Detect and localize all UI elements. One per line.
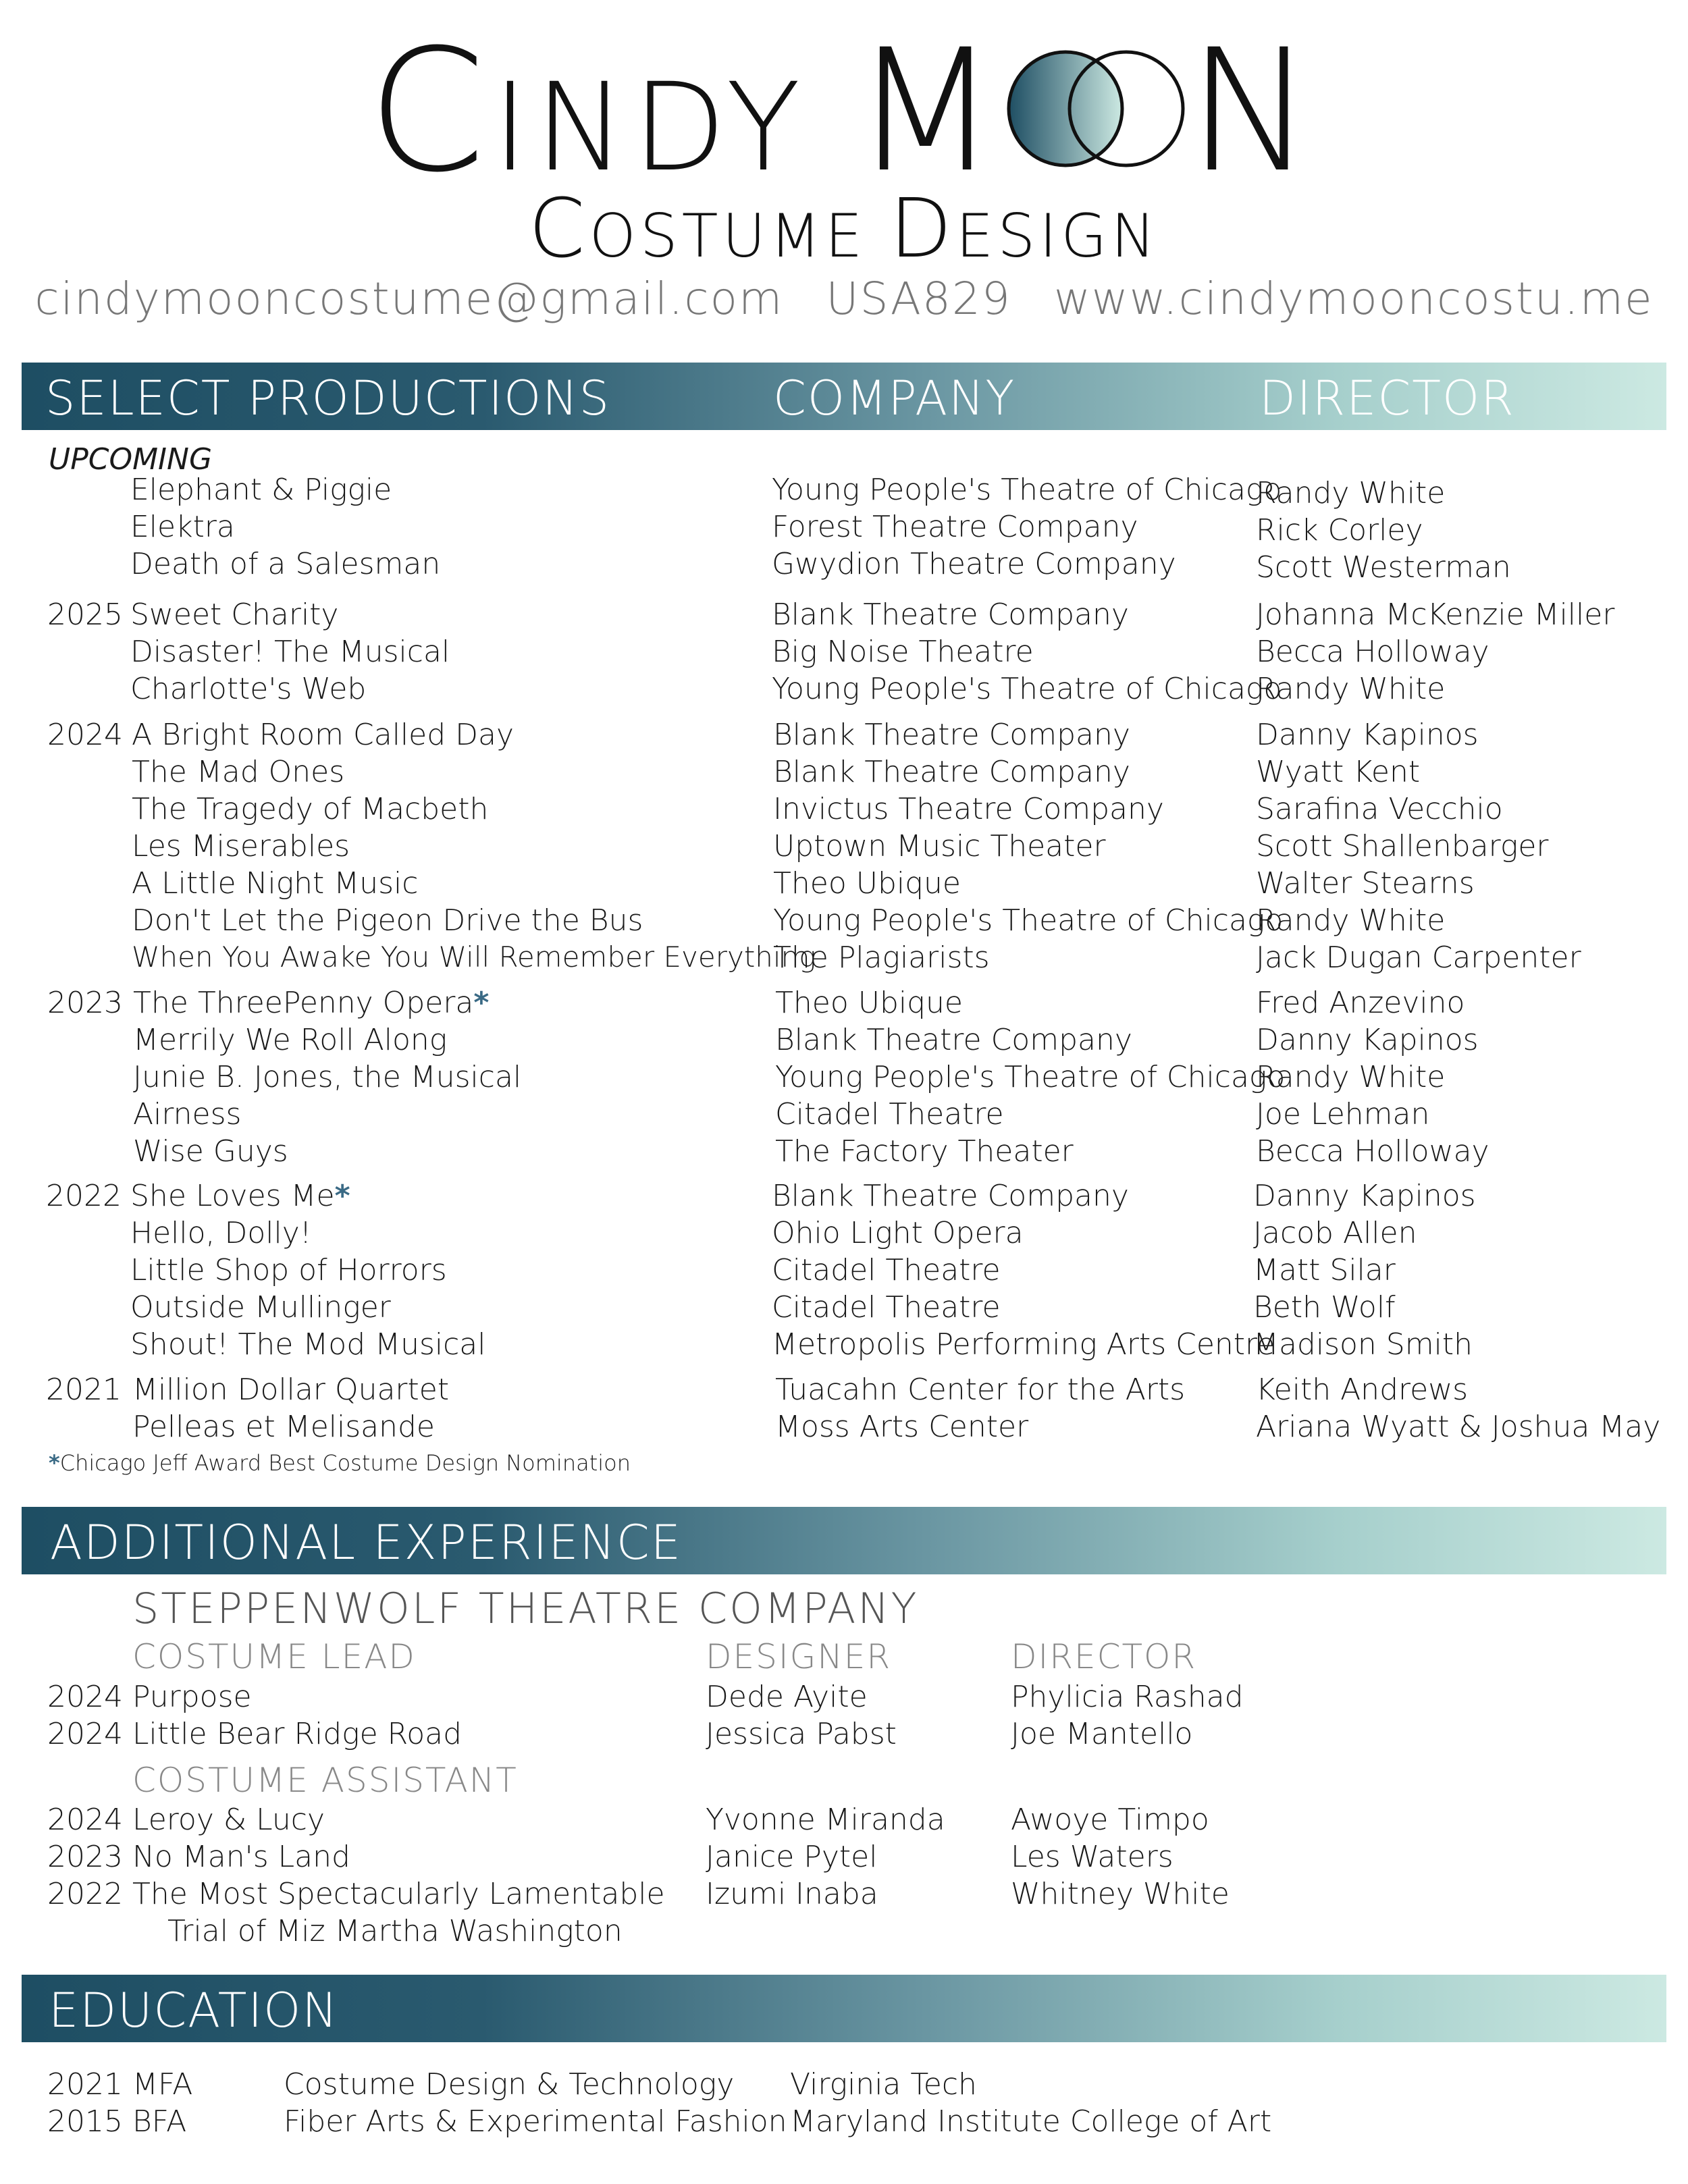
production-title: Little Bear Ridge Road: [132, 1717, 463, 1751]
productions-header-bar: [22, 363, 1666, 430]
production-company: Big Noise Theatre: [772, 635, 1034, 669]
production-title: Junie B. Jones, the Musical: [133, 1060, 522, 1094]
production-company: Gwydion Theatre Company: [772, 547, 1176, 581]
production-company: Young People's Theatre of Chicago: [775, 1060, 1286, 1094]
production-company: Metropolis Performing Arts Centre: [772, 1327, 1275, 1362]
production-title: A Bright Room Called Day: [132, 718, 515, 752]
production-title: No Man's Land: [132, 1840, 350, 1874]
production-company: Young People's Theatre of Chicago: [772, 672, 1282, 706]
designer-label: DESIGNER: [706, 1637, 892, 1676]
costume-lead-label: COSTUME LEAD: [132, 1637, 416, 1676]
production-director: Fred Anzevino: [1256, 986, 1465, 1020]
director-heading: DIRECTOR: [1259, 371, 1515, 426]
production-director: Danny Kapinos: [1256, 718, 1479, 752]
production-company: Young People's Theatre of Chicago: [772, 473, 1282, 507]
production-title: Merrily We Roll Along: [133, 1023, 448, 1057]
production-title: Sweet Charity: [130, 597, 339, 632]
production-title: Hello, Dolly!: [130, 1216, 312, 1250]
production-title: Les Miserables: [132, 829, 350, 863]
production-director: Scott Shallenbarger: [1256, 829, 1549, 863]
production-title: Disaster! The Musical: [130, 635, 450, 669]
production-director: Jack Dugan Carpenter: [1256, 940, 1581, 975]
production-director: Jacob Allen: [1253, 1216, 1417, 1250]
production-title: The ThreePenny Opera*: [133, 986, 490, 1020]
production-company: The Plagiarists: [773, 940, 990, 975]
costume-assistant-label: COSTUME ASSISTANT: [132, 1761, 518, 1800]
production-title: Elektra: [130, 510, 235, 544]
production-director: Randy White: [1256, 1060, 1446, 1094]
production-title: Shout! The Mod Musical: [130, 1327, 486, 1362]
year-label: 2021: [46, 1373, 122, 1407]
production-director: Beth Wolf: [1253, 1290, 1396, 1325]
production-director: Randy White: [1256, 672, 1446, 706]
production-designer: Jessica Pabst: [706, 1717, 897, 1751]
name-title: CINDY M N: [367, 13, 1321, 209]
production-director: Randy White: [1256, 476, 1446, 510]
production-title: Don't Let the Pigeon Drive the Bus: [132, 903, 643, 938]
production-director: Randy White: [1256, 903, 1446, 938]
production-director: Phylicia Rashad: [1011, 1680, 1244, 1714]
production-title: The Mad Ones: [132, 755, 345, 789]
production-title: The Tragedy of Macbeth: [132, 792, 489, 826]
production-company: Uptown Music Theater: [773, 829, 1106, 863]
production-company: Blank Theatre Company: [772, 597, 1129, 632]
production-title: Million Dollar Quartet: [132, 1373, 450, 1407]
education-header-bar: [22, 1975, 1666, 2042]
production-title: Leroy & Lucy: [132, 1803, 325, 1837]
year-label: 2023: [47, 986, 123, 1020]
year-label: 2024: [47, 1717, 123, 1751]
production-director: Becca Holloway: [1256, 635, 1489, 669]
nomination-star-icon: *: [334, 1179, 350, 1213]
production-company: Citadel Theatre: [772, 1253, 1001, 1287]
education-heading: EDUCATION: [49, 1983, 339, 2038]
website-link[interactable]: www.cindymooncostu.me: [1053, 273, 1654, 325]
production-director: Awoye Timpo: [1011, 1803, 1209, 1837]
production-company: Ohio Light Opera: [772, 1216, 1024, 1250]
company-heading: COMPANY: [773, 371, 1016, 426]
subtitle: COSTUME DESIGN: [528, 182, 1160, 276]
production-director: Johanna McKenzie Miller: [1256, 597, 1615, 632]
additional-header-bar: [22, 1507, 1666, 1574]
production-company: Blank Theatre Company: [772, 1179, 1129, 1213]
production-director: Rick Corley: [1256, 513, 1423, 548]
production-director: Ariana Wyatt & Joshua May: [1256, 1410, 1661, 1444]
production-director: Sarafina Vecchio: [1256, 792, 1503, 826]
production-director: Matt Silar: [1253, 1253, 1396, 1287]
production-title: She Loves Me*: [130, 1179, 350, 1213]
production-director: Scott Westerman: [1256, 550, 1511, 585]
year-label: 2024: [47, 718, 123, 752]
production-title: Purpose: [132, 1680, 252, 1714]
education-year: 2021: [47, 2067, 123, 2102]
production-designer: Izumi Inaba: [706, 1877, 878, 1911]
production-title: Charlotte's Web: [130, 672, 367, 706]
contact-line: [0, 273, 1688, 325]
union-number: USA829: [826, 273, 1011, 325]
director-label: DIRECTOR: [1011, 1637, 1197, 1676]
production-company: Moss Arts Center: [775, 1410, 1029, 1444]
production-title: Little Shop of Horrors: [130, 1253, 447, 1287]
upcoming-label: UPCOMING: [49, 442, 213, 477]
production-director: Les Waters: [1011, 1840, 1173, 1874]
education-year: 2015: [47, 2104, 123, 2139]
production-director: Becca Holloway: [1256, 1134, 1489, 1169]
production-title: The Most Spectacularly Lamentable: [132, 1877, 665, 1911]
email-link[interactable]: cindymooncostume@gmail.com: [34, 273, 784, 325]
production-company: Citadel Theatre: [775, 1097, 1004, 1131]
production-title: Airness: [133, 1097, 242, 1131]
production-company: Citadel Theatre: [772, 1290, 1001, 1325]
production-company: Forest Theatre Company: [772, 510, 1138, 544]
production-title: Death of a Salesman: [130, 547, 441, 581]
production-director: Whitney White: [1011, 1877, 1230, 1911]
year-label: 2025: [47, 597, 123, 632]
production-director: Danny Kapinos: [1256, 1023, 1479, 1057]
production-director: Joe Lehman: [1256, 1097, 1430, 1131]
production-company: Invictus Theatre Company: [773, 792, 1164, 826]
production-company: Theo Ubique: [773, 866, 961, 901]
footnote: *Chicago Jeff Award Best Costume Design Nomination: [49, 1450, 631, 1476]
moon-logo-icon: [1005, 48, 1187, 169]
production-company: Young People's Theatre of Chicago: [773, 903, 1284, 938]
production-company: Tuacahn Center for the Arts: [775, 1373, 1186, 1407]
year-label: 2023: [47, 1840, 123, 1874]
production-company: Theo Ubique: [775, 986, 963, 1020]
production-company: Blank Theatre Company: [773, 718, 1130, 752]
production-title: Wise Guys: [133, 1134, 288, 1169]
production-director: Joe Mantello: [1011, 1717, 1193, 1751]
education-field: Costume Design & Technology: [284, 2067, 735, 2102]
production-title-continued: Trial of Miz Martha Washington: [167, 1914, 623, 1948]
production-company: Blank Theatre Company: [775, 1023, 1132, 1057]
production-director: Walter Stearns: [1256, 866, 1475, 901]
year-label: 2024: [47, 1803, 123, 1837]
production-title: When You Awake You Will Remember Everything: [132, 940, 816, 974]
productions-heading: SELECT PRODUCTIONS: [45, 371, 611, 426]
production-designer: Janice Pytel: [706, 1840, 878, 1874]
production-title: Pelleas et Melisande: [132, 1410, 435, 1444]
additional-heading: ADDITIONAL EXPERIENCE: [50, 1515, 682, 1570]
production-title: A Little Night Music: [132, 866, 419, 901]
production-director: Danny Kapinos: [1253, 1179, 1476, 1213]
production-title: Elephant & Piggie: [130, 473, 392, 507]
production-designer: Yvonne Miranda: [706, 1803, 945, 1837]
nomination-star-icon: *: [473, 986, 490, 1020]
production-company: Blank Theatre Company: [773, 755, 1130, 789]
year-label: 2022: [46, 1179, 122, 1213]
education-degree: BFA: [132, 2104, 187, 2139]
production-director: Wyatt Kent: [1256, 755, 1421, 789]
production-title: Outside Mullinger: [130, 1290, 391, 1325]
production-director: Madison Smith: [1253, 1327, 1473, 1362]
education-school: Virginia Tech: [790, 2067, 977, 2102]
year-label: 2024: [47, 1680, 123, 1714]
year-label: 2022: [47, 1877, 123, 1911]
education-school: Maryland Institute College of Art: [790, 2104, 1272, 2139]
nomination-star-icon: *: [49, 1450, 60, 1476]
production-designer: Dede Ayite: [706, 1680, 868, 1714]
education-degree: MFA: [132, 2067, 193, 2102]
production-director: Keith Andrews: [1256, 1373, 1469, 1407]
education-field: Fiber Arts & Experimental Fashion: [284, 2104, 787, 2139]
steppenwolf-company: STEPPENWOLF THEATRE COMPANY: [132, 1584, 919, 1633]
production-company: The Factory Theater: [775, 1134, 1074, 1169]
